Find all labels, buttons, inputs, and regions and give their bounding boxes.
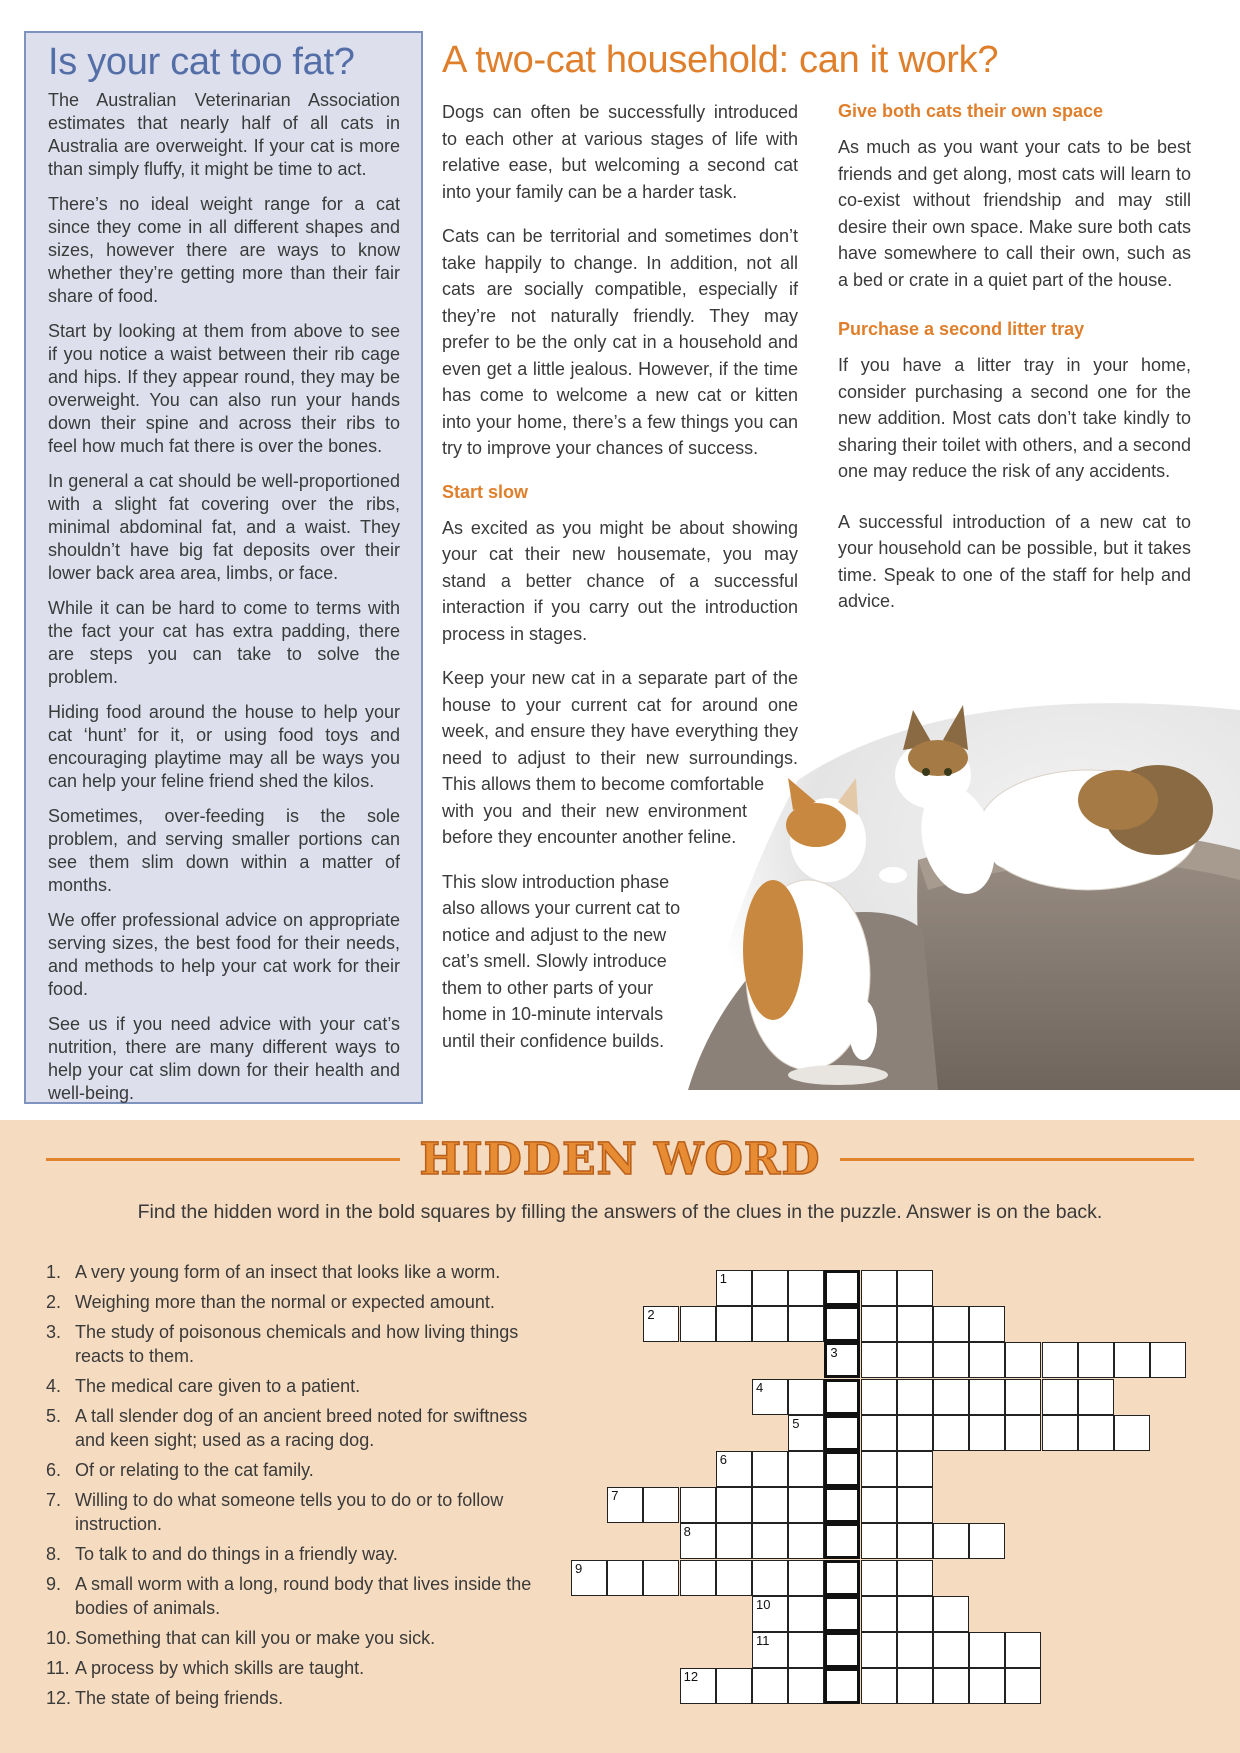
crossword-cell[interactable] [933, 1306, 969, 1342]
clue-number: 1. [46, 1262, 62, 1282]
crossword-cell[interactable] [897, 1379, 933, 1415]
hidden-word-cell[interactable] [824, 1560, 860, 1596]
sidebar-paragraph: There’s no ideal weight range for a cat since they come in all different shapes and sizes, however there are ways to know whether they’re getting more than their fair share of food. [48, 194, 400, 306]
crossword-cell[interactable] [752, 1487, 788, 1523]
hidden-word-cell[interactable] [824, 1523, 860, 1559]
crossword-cell[interactable] [861, 1342, 897, 1378]
crossword-cell[interactable] [752, 1560, 788, 1596]
cell-clue-number: 2 [647, 1307, 655, 1323]
crossword-cell[interactable] [1150, 1342, 1186, 1378]
crossword-cell[interactable] [861, 1415, 897, 1451]
article-paragraph: with you and their new environment before they encounter another feline. [442, 800, 747, 847]
crossword-cell[interactable] [1114, 1342, 1150, 1378]
crossword-cell[interactable] [969, 1379, 1005, 1415]
crossword-cell[interactable] [571, 1560, 607, 1596]
crossword-cell[interactable] [861, 1523, 897, 1559]
crossword-cell[interactable] [607, 1487, 643, 1523]
sidebar-paragraph: Sometimes, over-feeding is the sole problem, and serving smaller portions can see them slim down within a matter of months. [48, 806, 400, 895]
clue-text: The state of being friends. [75, 1688, 284, 1708]
crossword-cell[interactable] [1114, 1415, 1150, 1451]
crossword-cell[interactable] [607, 1560, 643, 1596]
crossword-cell[interactable] [969, 1306, 1005, 1342]
crossword-cell[interactable] [716, 1487, 752, 1523]
cell-clue-number: 5 [792, 1415, 800, 1431]
crossword-cell[interactable] [897, 1560, 933, 1596]
crossword-cell[interactable] [933, 1632, 969, 1668]
clue-item [46, 1542, 536, 1566]
crossword-cell[interactable] [788, 1487, 824, 1523]
cell-clue-number: 11 [756, 1633, 770, 1648]
crossword-cell[interactable] [680, 1487, 716, 1523]
article-title: A two-cat household: can it work? [442, 39, 999, 81]
cell-clue-number: 7 [611, 1488, 619, 1504]
sidebar-paragraph: We offer professional advice on appropriate serving sizes, the best food for their needs, and methods to help your cat work for their food. [48, 910, 400, 999]
crossword-cell[interactable] [752, 1379, 788, 1415]
clue-number: 4. [46, 1376, 62, 1396]
crossword-cell[interactable] [643, 1560, 679, 1596]
clue-number: 10. [46, 1628, 72, 1648]
clue-text: A process by which skills are taught. [75, 1658, 365, 1678]
article-column-right [838, 99, 1191, 633]
clue-item [46, 1626, 536, 1650]
crossword-cell[interactable] [788, 1379, 824, 1415]
hidden-word-cell[interactable] [824, 1342, 860, 1378]
hidden-word-title: HIDDEN WORD [419, 1134, 821, 1185]
clue-item [46, 1686, 536, 1710]
clue-item [46, 1374, 536, 1398]
article-paragraph: As much as you want your cats to be best friends and get along, most cats will learn to co-exist without friendship and may still desire their own space. Make sure both cats have somewhere to call their own, such as a bed or crate in a quiet part of the house. [838, 137, 1191, 290]
puzzle-instructions: Find the hidden word in the bold squares by filling the answers of the clues in the puzzle. Answer is on the back. [137, 1201, 1103, 1223]
article-paragraph: A successful introduction of a new cat to your household can be possible, but it takes time. Speak to one of the staff for help and advice. [838, 511, 1191, 611]
crossword-cell[interactable] [788, 1632, 824, 1668]
clue-text: Of or relating to the cat family. [75, 1460, 314, 1480]
clue-text: Something that can kill you or make you sick. [75, 1628, 436, 1648]
clue-item [46, 1260, 536, 1284]
crossword-cell[interactable] [752, 1668, 788, 1704]
sidebar-paragraph: Start by looking at them from above to see if you notice a waist between their rib cage and hips. If they appear round, they may be overweight. You can also run your hands down their spine and across their ribs to feel how much fat there is over the bones. [48, 321, 400, 456]
crossword-cell[interactable] [969, 1342, 1005, 1378]
hidden-word-cell[interactable] [824, 1596, 860, 1632]
cell-clue-number: 10 [756, 1596, 771, 1612]
crossword-cell[interactable] [969, 1523, 1005, 1559]
cell-clue-number: 3 [830, 1345, 838, 1361]
clue-number: 6. [46, 1460, 62, 1480]
hidden-word-cell[interactable] [824, 1379, 860, 1415]
crossword-cell[interactable] [897, 1270, 933, 1306]
section-heading-own-space: Give both cats their own space [838, 101, 1104, 121]
clue-item [46, 1404, 536, 1452]
clue-text: Weighing more than the normal or expected amount. [75, 1292, 495, 1312]
crossword-cell[interactable] [680, 1668, 716, 1704]
clue-number: 11. [46, 1658, 70, 1678]
sidebar-paragraph: Hiding food around the house to help your cat ‘hunt’ for it, or using food toys and encouraging playtime may all be ways you can help your feline friend shed the kilos. [48, 702, 400, 791]
crossword-cell[interactable] [897, 1523, 933, 1559]
crossword-cell[interactable] [716, 1668, 752, 1704]
crossword-cell[interactable] [680, 1560, 716, 1596]
crossword-cell[interactable] [680, 1523, 716, 1559]
crossword-cell[interactable] [861, 1596, 897, 1632]
crossword-cell[interactable] [1005, 1668, 1041, 1704]
crossword-cell[interactable] [897, 1487, 933, 1523]
crossword-cell[interactable] [788, 1451, 824, 1487]
crossword-cell[interactable] [643, 1487, 679, 1523]
section-heading-litter-tray: Purchase a second litter tray [838, 319, 1085, 339]
crossword-cell[interactable] [752, 1451, 788, 1487]
crossword-cell[interactable] [969, 1632, 1005, 1668]
crossword-cell[interactable] [716, 1523, 752, 1559]
crossword-cell[interactable] [861, 1560, 897, 1596]
clue-text: The study of poisonous chemicals and how living things reacts to them. [75, 1322, 519, 1366]
crossword-cell[interactable] [933, 1415, 969, 1451]
crossword-cell[interactable] [1078, 1379, 1114, 1415]
crossword-cell[interactable] [861, 1487, 897, 1523]
crossword-cell[interactable] [861, 1379, 897, 1415]
crossword-cell[interactable] [643, 1306, 679, 1342]
hidden-word-cell[interactable] [824, 1668, 860, 1704]
sidebar-paragraph: The Australian Veterinarian Association estimates that nearly half of all cats in Australia are overweight. If your cat is more than simply fluffy, it might be time to act. [48, 90, 400, 179]
cell-clue-number: 12 [683, 1669, 699, 1685]
crossword-cell[interactable] [897, 1596, 933, 1632]
crossword-cell[interactable] [788, 1560, 824, 1596]
clue-text: A small worm with a long, round body that lives inside the bodies of animals. [75, 1574, 532, 1618]
crossword-cell[interactable] [897, 1451, 933, 1487]
crossword-cell[interactable] [788, 1415, 824, 1451]
crossword-cell[interactable] [1005, 1342, 1041, 1378]
crossword-cell[interactable] [788, 1668, 824, 1704]
crossword-cell[interactable] [969, 1668, 1005, 1704]
clue-item [46, 1290, 536, 1314]
hidden-word-cell[interactable] [824, 1487, 860, 1523]
crossword-cell[interactable] [752, 1523, 788, 1559]
hidden-word-section [0, 1120, 1240, 1753]
clue-item [46, 1656, 536, 1680]
clue-number: 2. [46, 1292, 62, 1312]
crossword-cell[interactable] [861, 1632, 897, 1668]
crossword-cell[interactable] [1042, 1415, 1078, 1451]
sidebar-title: Is your cat too fat? [48, 41, 355, 83]
crossword-cell[interactable] [1005, 1379, 1041, 1415]
clue-text: To talk to and do things in a friendly way. [75, 1544, 398, 1564]
clue-list [46, 1260, 536, 1716]
cat-weight-sidebar [24, 31, 423, 1104]
crossword-cell[interactable] [897, 1668, 933, 1704]
hidden-word-cell[interactable] [824, 1270, 860, 1306]
crossword-cell[interactable] [752, 1596, 788, 1632]
article-paragraph: Cats can be territorial and sometimes don’t take happily to change. In addition, not all cats are socially compatible, especially if they’re not naturally friendly. They may prefer to be the only cat in a household and even get a little jealous. However, if the time has come to welcome a new cat or kitten into your home, there’s a few things you can try to improve your chances of success. [442, 226, 798, 458]
crossword-cell[interactable] [1005, 1632, 1041, 1668]
article-paragraph: Keep your new cat in a separate part of the house to your current cat for around one week, and ensure they have everything they need to adjust to their new surroundings. This allows them to become comfortable [442, 668, 798, 794]
clue-text: The medical care given to a patient. [75, 1376, 361, 1396]
clue-number: 9. [46, 1574, 62, 1594]
crossword-cell[interactable] [897, 1342, 933, 1378]
cell-clue-number: 9 [575, 1560, 583, 1576]
crossword-cell[interactable] [1042, 1379, 1078, 1415]
clue-item [46, 1320, 536, 1368]
crossword-cell[interactable] [933, 1668, 969, 1704]
clue-number: 12. [46, 1688, 72, 1708]
two-cats-photo [688, 690, 1240, 1090]
crossword-cell[interactable] [716, 1270, 752, 1306]
sidebar-paragraph: See us if you need advice with your cat’s nutrition, there are many different ways to help your cat slim down for their health and well-being. [48, 1014, 400, 1103]
crossword-cell[interactable] [861, 1668, 897, 1704]
crossword-cell[interactable] [716, 1560, 752, 1596]
crossword-cell[interactable] [752, 1306, 788, 1342]
crossword-cell[interactable] [752, 1270, 788, 1306]
crossword-cell[interactable] [933, 1379, 969, 1415]
clue-number: 7. [46, 1490, 62, 1510]
crossword-cell[interactable] [1005, 1415, 1041, 1451]
crossword-cell[interactable] [752, 1632, 788, 1668]
cell-clue-number: 6 [719, 1452, 728, 1467]
crossword-cell[interactable] [1078, 1415, 1114, 1451]
crossword-cell[interactable] [897, 1632, 933, 1668]
crossword-cell[interactable] [861, 1451, 897, 1487]
crossword-cell[interactable] [933, 1596, 969, 1632]
article-paragraph: As excited as you might be about showing your cat their new housemate, you may stand a better chance of a successful interaction if you carry out the introduction process in stages. [442, 517, 798, 644]
crossword-cell[interactable] [897, 1306, 933, 1342]
clue-number: 3. [46, 1322, 62, 1342]
clue-text: A tall slender dog of an ancient breed noted for swiftness and keen sight; used as a racing dog. [75, 1406, 528, 1450]
crossword-cell[interactable] [933, 1523, 969, 1559]
cell-clue-number: 4 [756, 1379, 764, 1395]
crossword-cell[interactable] [680, 1306, 716, 1342]
crossword-cell[interactable] [861, 1270, 897, 1306]
hidden-word-cell[interactable] [824, 1306, 860, 1342]
hidden-word-cell[interactable] [824, 1451, 860, 1487]
crossword-cell[interactable] [716, 1451, 752, 1487]
hidden-word-cell[interactable] [824, 1632, 860, 1668]
cell-clue-number: 8 [683, 1524, 691, 1540]
crossword-cell[interactable] [788, 1270, 824, 1306]
clue-item [46, 1572, 536, 1620]
sidebar-paragraph: In general a cat should be well-proportioned with a slight fat covering over the ribs, minimal abdominal fat, and a waist. They shouldn’t have big fat deposits over their lower back area area, limbs, or face. [48, 471, 400, 583]
clue-number: 5. [46, 1406, 62, 1426]
clue-item [46, 1458, 536, 1482]
crossword-cell[interactable] [716, 1306, 752, 1342]
hidden-word-cell[interactable] [824, 1415, 860, 1451]
article-paragraph: This slow introduction phase also allows your current cat to notice and adjust to the new cat’s smell. Slowly introduce them to other parts of your home in 10-minute intervals until their confidence builds. [442, 871, 681, 1051]
crossword-cell[interactable] [788, 1306, 824, 1342]
crossword-cell[interactable] [969, 1415, 1005, 1451]
clue-text: A very young form of an insect that looks like a worm. [75, 1262, 501, 1282]
crossword-cell[interactable] [1042, 1342, 1078, 1378]
crossword-cell[interactable] [861, 1306, 897, 1342]
crossword-cell[interactable] [788, 1596, 824, 1632]
cell-clue-number: 1 [719, 1271, 728, 1286]
crossword-cell[interactable] [1078, 1342, 1114, 1378]
article-paragraph: If you have a litter tray in your home, consider purchasing a second one for the new addition. Most cats don’t take kindly to sharing their toilet with others, and a second one may reduce the risk of any accidents. [838, 355, 1191, 481]
clue-item [46, 1488, 536, 1536]
sidebar-paragraph: While it can be hard to come to terms with the fact your cat has extra padding, there are steps you can take to solve the problem. [48, 598, 400, 687]
crossword-cell[interactable] [933, 1342, 969, 1378]
crossword-cell[interactable] [788, 1523, 824, 1559]
section-heading-start-slow: Start slow [442, 481, 529, 502]
clue-text: Willing to do what someone tells you to do or to follow instruction. [75, 1490, 504, 1534]
clue-number: 8. [46, 1544, 62, 1564]
article-paragraph: Dogs can often be successfully introduced to each other at various stages of life with relative ease, but welcoming a second cat into your family can be a harder task. [442, 102, 798, 202]
crossword-cell[interactable] [897, 1415, 933, 1451]
